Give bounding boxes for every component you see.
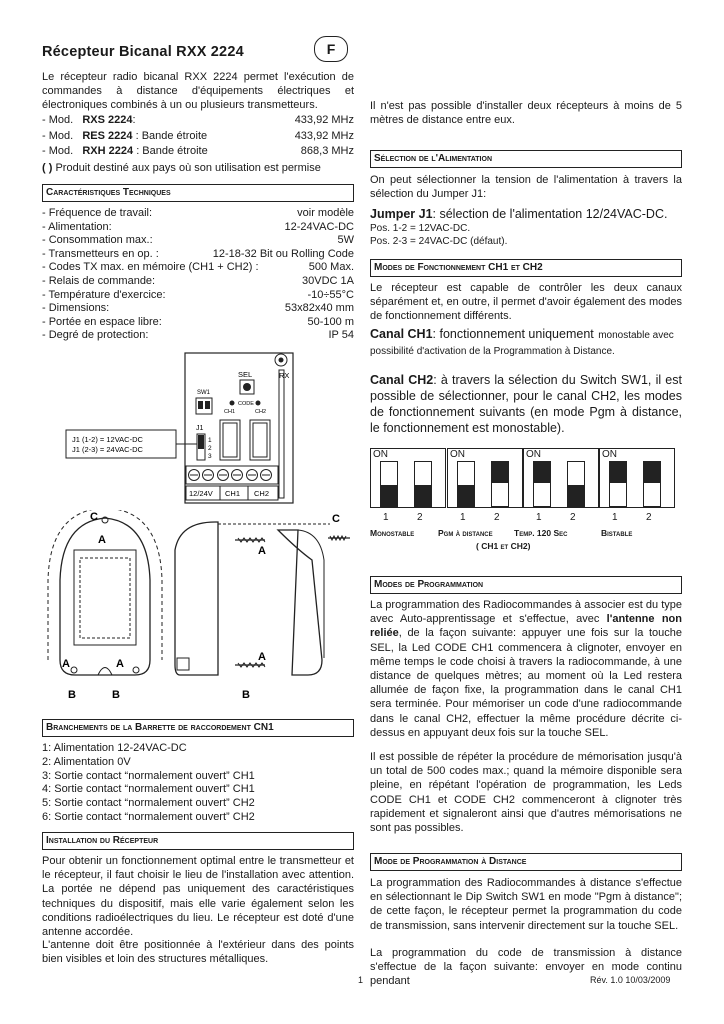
- jumper-line: Jumper J1: sélection de l'alimentation 12/24VAC-DC.: [370, 207, 668, 221]
- caption-channels: ( CH1 et CH2): [476, 541, 531, 551]
- install-heading: Installation du Récepteur: [42, 832, 354, 850]
- switch-num: 2: [646, 512, 652, 523]
- label-b-left: B: [68, 689, 76, 700]
- model-row: - Mod. RXH 2224 : Bande étroite 868,3 MHz: [42, 145, 354, 158]
- switch-num: 2: [570, 512, 576, 523]
- spec-row: - Alimentation: 12-24VAC-DC: [42, 220, 354, 233]
- prog-paragraph-2: Il est possible de répéter la procédure de mémorisation jusqu'à un total de 500 codes max.; quand la mémoire disponible sera pleine, en répétant l'opération de programmation, les Leds CODE CH1 et CODE CH2 commenceront à clignoter très rapidement et signaleront ainsi que d'autres mémorisations ne sont pas possibles.: [370, 751, 682, 835]
- dip-switch-monostable: [370, 448, 446, 508]
- revision-date: Rév. 1.0 10/03/2009: [590, 975, 671, 985]
- jumper-positions: [370, 222, 507, 248]
- install-paragraph-2: L'antenne doit être positionnée à l'extérieur dans des points bien visibles et loin des structures métalliques.: [42, 939, 354, 966]
- power-paragraph: On peut sélectionner la tension de l'alimentation à travers la sélection du Jumper J1:: [370, 174, 682, 201]
- prog-heading: Modes de Programmation: [370, 576, 682, 594]
- model-row: - Mod. RES 2224 : Bande étroite 433,92 MHz: [42, 129, 354, 142]
- label-c-front: C: [90, 511, 98, 523]
- remote-paragraph-1: La programmation des Radiocommandes à distance s'effectue en sélectionnant le Dip Switch SW1 en mode "Pgm à distance"; de cette façon, le récepteur permet la programmation du code de transmission, sans intervenir directement sur la touche SEL.: [370, 877, 682, 932]
- code-label: CODE: [238, 401, 254, 407]
- language-badge: F: [314, 36, 348, 62]
- ch2-description: Canal CH2: à travers la sélection du Switch SW1, il est possible de sélectionner, pour le canal CH2, les modes de fonctionnement suivants (en mode Pgm à distance, le fonctionnement est monostable).: [370, 373, 682, 435]
- switch-num: 2: [494, 512, 500, 523]
- dip-switch-pgm-distance: [447, 448, 523, 508]
- spec-row: - Température d'exercice: -10÷55°C: [42, 288, 354, 301]
- remote-paragraph-2: La programmation du code de transmission à distance s'effectue de la façon suivante: envoyer en mode continu pendant: [370, 947, 682, 988]
- led-ch1-label: CH1: [224, 409, 236, 415]
- label-c-side: C: [332, 513, 340, 525]
- pin-3-label: 3: [208, 453, 212, 460]
- dip-switch-temp-120: [523, 448, 599, 508]
- sw1-label: SW1: [197, 390, 211, 396]
- modes-heading: Modes de Fonctionnement CH1 et CH2: [370, 259, 682, 277]
- spec-row: - Degré de protection: IP 54: [42, 329, 354, 342]
- caption-bistable: Bistable: [601, 528, 633, 538]
- spec-row: - Portée en espace libre: 50-100 m: [42, 315, 354, 328]
- ce-mark: ( ): [42, 162, 53, 174]
- pin-1-label: 1: [208, 437, 212, 444]
- jumper-pos-24v: Pos. 2-3 = 24VAC-DC (défaut).: [370, 236, 508, 247]
- on-label: ON: [373, 449, 388, 460]
- prog-paragraph-1: La programmation des Radiocommandes à associer est du type avec Auto-apprentissage et s'effectue, avec l'antenne non reliée, de la façon suivante: appuyer une fois sur la touche SEL, la Led CODE CH1 commencera à clignoter, envoyer en même temps le code choisi à travers la radiocommande, à une distance de quelques mètres; au moment où la Led restera allumée de façon fixe, la programmation dans le canal CH1 sera terminée. Pour mémoriser un code d'une radiocommande dans le canal CH2, effectuer la même procédure décrite ci-dessus en appuyant deux fois sur la touche SEL.: [370, 599, 682, 739]
- on-label: ON: [602, 449, 617, 460]
- sel-button: [243, 383, 251, 391]
- page-number: 1: [358, 975, 364, 985]
- led-ch2-label: CH2: [255, 409, 267, 415]
- wiring-item: 1: Alimentation 12-24VAC-DC: [42, 742, 187, 754]
- switch-num: 1: [612, 512, 618, 523]
- wiring-item: 5: Sortie contact “normalement ouvert” CH2: [42, 797, 255, 810]
- terminal-label-ch1: CH1: [225, 489, 241, 498]
- specs-heading: Caractéristiques Techniques: [42, 184, 354, 202]
- label-a-top: A: [98, 534, 106, 546]
- caption-pgm-distance: Pgm à distance: [438, 528, 493, 538]
- spec-row: - Transmetteurs en op. : 12-18-32 Bit ou Rolling Code: [42, 247, 354, 260]
- spec-row: - Dimensions: 53x82x40 mm: [42, 302, 354, 315]
- intro-paragraph: Le récepteur radio bicanal RXX 2224 permet l'exécution de commandes à distance d'équipements électriques et électroniques combinés à un ou plusieurs transmetteurs.: [42, 71, 354, 112]
- remote-heading: Mode de Programmation à Distance: [370, 853, 682, 871]
- wiring-item: 4: Sortie contact “normalement ouvert” CH1: [42, 783, 255, 796]
- led-ch2: [256, 401, 261, 406]
- specs-table: [42, 207, 354, 343]
- on-label: ON: [450, 449, 465, 460]
- spec-row: - Fréquence de travail: voir modèle: [42, 207, 354, 219]
- model-row: - Mod. RXS 2224: 433,92 MHz: [42, 114, 354, 126]
- spec-row: - Consommation max.: 5W: [42, 234, 354, 247]
- j1-note-12v: J1 (1-2) = 12VAC-DC: [72, 435, 143, 444]
- wiring-item: 6: Sortie contact “normalement ouvert” CH2: [42, 810, 255, 823]
- install-paragraph-1: Pour obtenir un fonctionnement optimal entre le transmetteur et le récepteur, il faut choisir le lieu de l'installation avec attention. La portée ne dépend pas uniquement des caractéristiques techniques du dispositif, mais elle varie également selon les conditions radioélectriques du lieu. Le récepteur est doté d'une antenne accordée.: [42, 855, 354, 939]
- label-b-right: B: [112, 689, 120, 700]
- switch-num: 1: [460, 512, 466, 523]
- spec-row: - Relais de commande: 30VDC 1A: [42, 274, 354, 287]
- jumper-pos-12v: Pos. 1-2 = 12VAC-DC.: [370, 223, 471, 234]
- on-label: ON: [526, 449, 541, 460]
- spec-row: - Codes TX max. en mémoire (CH1 + CH2) : 500 Max.: [42, 261, 354, 274]
- sel-label: SEL: [238, 370, 253, 379]
- ce-note: [42, 162, 321, 174]
- terminal-label-power: 12/24V: [189, 489, 213, 498]
- label-a-right: A: [116, 658, 124, 670]
- switch-num: 2: [417, 512, 423, 523]
- caption-monostable: Monostable: [370, 528, 415, 538]
- dip-switch-bistable: [599, 448, 675, 508]
- wiring-item: 3: Sortie contact “normalement ouvert” CH1: [42, 769, 255, 782]
- wiring-list: [42, 742, 354, 825]
- ch1-description: Canal CH1: fonctionnement uniquement monostable avec possibilité d'activation de la Programmation à Distance.: [370, 327, 674, 357]
- label-a-side-top: A: [258, 545, 266, 557]
- switch-num: 1: [536, 512, 542, 523]
- receiver-board-diagram: [60, 350, 300, 508]
- rx-label: RX: [279, 371, 290, 380]
- housing-mounting-diagram: [40, 510, 360, 700]
- model-list: [42, 114, 354, 159]
- led-ch1: [230, 401, 235, 406]
- switch-num: 1: [383, 512, 389, 523]
- wiring-item: 2: Alimentation 0V: [42, 755, 131, 768]
- ce-note-text: Produit destiné aux pays où son utilisation est permise: [55, 162, 321, 174]
- j1-label: J1: [196, 425, 204, 432]
- modes-paragraph: Le récepteur est capable de contrôler les deux canaux séparément et, en outre, il permet d'avoir également des modes de fonctionnement différents.: [370, 282, 682, 323]
- label-a-left: A: [62, 658, 70, 670]
- pin-2-label: 2: [208, 445, 212, 452]
- label-b-side: B: [242, 689, 250, 700]
- wiring-heading: Branchements de la Barrette de raccordement CN1: [42, 719, 354, 737]
- label-a-side-bottom: A: [258, 651, 266, 663]
- j1-note-24v: J1 (2-3) = 24VAC-DC: [72, 445, 143, 454]
- terminal-label-ch2: CH2: [254, 489, 270, 498]
- page-title: Récepteur Bicanal RXX 2224: [42, 44, 244, 60]
- caption-temp-120: Temp. 120 Sec: [514, 528, 568, 538]
- distance-note: Il n'est pas possible d'installer deux récepteurs à moins de 5 mètres de distance entre eux.: [370, 100, 682, 127]
- power-heading: Sélection de l'Alimentation: [370, 150, 682, 168]
